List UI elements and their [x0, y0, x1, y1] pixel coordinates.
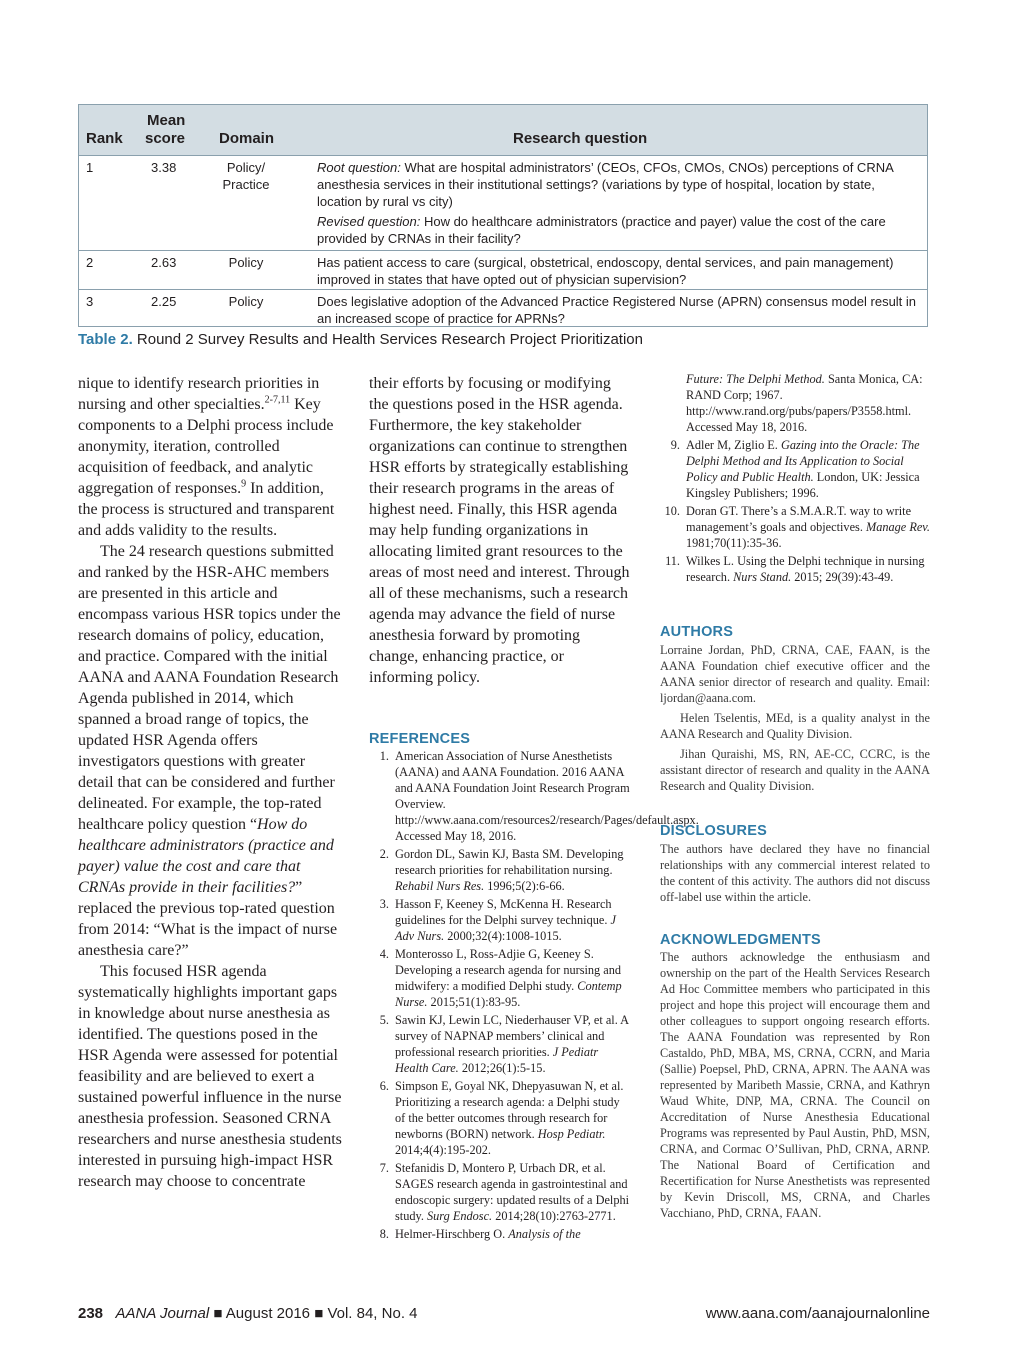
paragraph: This focused HSR agenda systematically highlights important gaps in knowledge about nurse anesthesia as identified. The questions posed in the HSR Agenda were assessed for potential feasibility and are believed to exert a sustained powerful influence in the nurse anesthesia profession. Seasoned CRNA researchers and nurse anesthesia students interested in pursuing high-impact HSR research may choose to concentrate	[78, 963, 342, 1190]
reference-list	[369, 748, 699, 1244]
body-column-2	[369, 373, 631, 688]
ref-number: 10.	[664, 504, 680, 518]
reference-item	[660, 553, 930, 585]
row-mean: 3.38	[151, 160, 177, 175]
reference-item	[369, 1078, 631, 1158]
ref-text: 2014;28(10):2763-2771.	[492, 1209, 616, 1223]
root-label: Root question:	[317, 160, 401, 175]
page-footer	[78, 1305, 930, 1322]
ref-text: 2012;26(1):5-15.	[458, 1061, 546, 1075]
citation: 9	[241, 478, 247, 490]
ref-number: 3.	[379, 897, 389, 911]
revised-text: How do healthcare administrators (practice and payer) value the cost of the care provided by CRNAs in their facility?	[317, 214, 886, 246]
row-rank: 2	[86, 255, 94, 270]
reference-item	[369, 1012, 631, 1076]
issue-date: August 2016	[225, 1305, 311, 1322]
header-domain: Domain	[219, 130, 275, 147]
reference-item	[369, 896, 631, 944]
table-header	[79, 105, 927, 156]
reference-item	[660, 503, 930, 551]
disclosures-heading: DISCLOSURES	[660, 823, 767, 839]
paragraph: their efforts by focusing or modifying the questions posed in the HSR agenda. Furthermore, the key stakeholder organizations can continue to strengthen HSR efforts by strategically establishing their research programs in the areas of highest need. Finally, this HSR agenda may help funding organizations in allocating limited grant resources to the areas of most need and interest. Through all of these mechanisms, such a research agenda may advance the field of nurse anesthesia forward by promoting change, enhancing practice, or informing policy.	[369, 375, 630, 686]
ref-number: 7.	[379, 1161, 389, 1175]
ref-journal: Analysis of the	[508, 1227, 581, 1241]
reference-item-continued	[660, 371, 930, 435]
acknowledgments-text: The authors acknowledge the enthusiasm and ownership on the part of the Health Services Research Ad Hoc Committee members who participated in this project and hope this project will encourage them and other colleagues to support ongoing research efforts. The AANA Foundation was represented by Ron Castaldo, PhD, MBA, MS, CRNA, CCRN, and Maria (Sallie) Poepsel, PhD, CRNA, APRN. The AANA was represented by Maribeth Massie, CRNA, and Kathryn Waud White, DNP, MA, CRNA. The Council on Accreditation of Nurse Anesthesia Educational Programs was represented by Paul Austin, PhD, MSN, CRNA, and Cormac O’Sullivan, PhD, CRNA, ARNP. The National Board of Certification and Recertification for Nurse Anesthetists was represented by Kevin Driscoll, MS, CRNA, and Charles Vacchiano, PhD, CRNA, FAAN.	[660, 950, 930, 1220]
ref-text: American Association of Nurse Anesthetists (AANA) and AANA Foundation. 2016 AANA and AANA Foundation Joint Research Program Overview. http://www.aana.com/resources2/research/Pages/default.aspx. Accessed May 18, 2016.	[395, 749, 699, 843]
text-run: nique to identify research priorities in nursing and other specialties.	[78, 375, 320, 413]
ref-title: Future: The Delphi Method.	[686, 372, 825, 386]
row-question: Does legislative adoption of the Advanced Practice Registered Nurse (APRN) consensus model result in an increased scope of practice for APRNs?	[317, 294, 917, 326]
text-run: The 24 research questions submitted and ranked by the HSR-AHC members are presented in this article and encompass various HSR topics under the research domains of policy, education, and practice. Compared with the initial AANA and AANA Foundation Research Agenda published in 2014, which spanned a broad range of topics, the updated HSR Agenda offers investigators questions with greater detail that can be considered and further delineated. For example, the top-rated healthcare policy question “	[78, 543, 341, 833]
reference-item	[660, 437, 930, 501]
row-mean: 2.25	[151, 294, 177, 309]
ref-text: Monterosso L, Ross-Adjie G, Keeney S. Developing a research agenda for nursing and midwifery: a modified Delphi study.	[395, 947, 622, 993]
ref-journal: Contemp Nurse.	[395, 979, 622, 1009]
quoted-question: How do healthcare administrators (practice and payer) value the cost and care that CRNAs provide in their facilities?	[78, 816, 334, 896]
ref-text: 2015;51(1):83-95.	[427, 995, 521, 1009]
body-column-1	[78, 373, 342, 1192]
ref-journal: Nurs Stand.	[733, 570, 792, 584]
ref-title: Gazing into the Oracle: The Delphi Method and Its Application to Social Policy and Public Health.	[686, 438, 920, 484]
ref-text: Helmer-Hirschberg O.	[395, 1227, 509, 1241]
ref-text: 1996;5(2):6-66.	[484, 879, 565, 893]
authors-heading: AUTHORS	[660, 624, 734, 640]
caption-text: Round 2 Survey Results and Health Services Research Project Prioritization	[132, 331, 643, 348]
ref-journal: Hosp Pediatr.	[537, 1127, 606, 1141]
separator: ■	[209, 1305, 226, 1322]
header-question: Research question	[513, 130, 648, 147]
text-run: In addition, the process is structured and transparent and adds validity to the results.	[78, 480, 335, 539]
paragraph	[78, 541, 342, 961]
reference-item	[369, 946, 631, 1010]
ref-text: Stefanidis D, Montero P, Urbach DR, et al. SAGES research agenda in gastrointestinal and endoscopic surgery: updated results of a Delphi study.	[395, 1161, 630, 1223]
header-mean-line1: Mean	[147, 112, 186, 129]
journal-name: AANA Journal	[115, 1305, 210, 1322]
ref-number: 2.	[379, 847, 389, 861]
ref-text: Hasson F, Keeney S, McKenna H. Research guidelines for the Delphi survey technique.	[395, 897, 612, 927]
ref-text: Sawin KJ, Lewin LC, Niederhauser VP, et al. A survey of NAPNAP members’ clinical and professional research priorities.	[395, 1013, 629, 1059]
header-mean-line2: score	[145, 130, 186, 147]
ref-number: 8.	[379, 1227, 389, 1241]
header-rank: Rank	[86, 130, 123, 147]
ref-journal: J Adv Nurs.	[395, 913, 616, 943]
ref-journal: Surg Endosc.	[427, 1209, 493, 1223]
reference-list-continued	[660, 371, 930, 587]
ref-text: 2015; 29(39):43-49.	[791, 570, 894, 584]
author-bio: Jihan Quraishi, MS, RN, AE-CC, CCRC, is the assistant director of research and quality in the AANA Research and Quality Division.	[660, 747, 930, 793]
disclosures-text: The authors have declared they have no financial relationships with any commercial interest related to the content of this activity. The authors did not discuss off-label use within the article.	[660, 842, 930, 904]
ref-text: Wilkes L. Using the Delphi technique in nursing research.	[686, 554, 925, 584]
table-row	[79, 290, 927, 326]
ref-number: 9.	[670, 438, 680, 452]
authors-section	[660, 642, 930, 798]
research-table	[78, 104, 928, 327]
text-run: Key components to a Delphi process include anonymity, iteration, controlled acquisition of feedback, and analytic aggregation of responses.	[78, 396, 334, 497]
ref-text: Simpson E, Goyal NK, Dhepyasuwan N, et al. Prioritizing a research agenda: a Delphi study of the better outcomes through research for newborns (BORN) network.	[395, 1079, 624, 1141]
table-row	[79, 251, 927, 290]
revised-label: Revised question:	[317, 214, 421, 229]
table-row	[79, 156, 927, 251]
row-question	[317, 159, 917, 250]
paragraph	[78, 373, 342, 541]
reference-item	[369, 846, 631, 894]
row-question: Has patient access to care (surgical, obstetrical, endoscopy, dental services, and pain management) improved in states that have opted out of physician supervision?	[317, 255, 894, 287]
author-bio: Helen Tselentis, MEd, is a quality analyst in the AANA Research and Quality Division.	[660, 711, 930, 741]
reference-item	[369, 1226, 631, 1242]
reference-item	[369, 1160, 631, 1224]
ref-journal: Rehabil Nurs Res.	[395, 879, 485, 893]
acknowledgments-heading: ACKNOWLEDGMENTS	[660, 932, 821, 948]
ref-number: 5.	[379, 1013, 389, 1027]
ref-journal: Manage Rev.	[865, 520, 930, 534]
volume: Vol. 84, No. 4	[327, 1305, 418, 1322]
ref-number: 11.	[665, 554, 680, 568]
ref-text: Gordon DL, Sawin KJ, Basta SM. Developing research priorities for rehabilitation nursing.	[395, 847, 624, 877]
row-mean: 2.63	[151, 255, 177, 270]
journal-url: www.aana.com/aanajournalonline	[705, 1305, 930, 1322]
row-domain: Policy	[228, 294, 264, 309]
root-text: What are hospital administrators’ (CEOs, CFOs, CMOs, CNOs) perceptions of CRNA anesthesia services in their institutional settings? (variations by type of hospital, location by state, location by rural vs city)	[317, 160, 894, 209]
ref-text: Santa Monica, CA: RAND Corp; 1967. http://www.rand.org/pubs/papers/P3558.html. Accessed May 18, 2016.	[686, 372, 923, 434]
author-bio: Lorraine Jordan, PhD, CRNA, CAE, FAAN, is the AANA Foundation chief executive officer and the AANA senior director of research and quality. Email: ljordan@aana.com.	[660, 643, 930, 705]
ref-number: 6.	[379, 1079, 389, 1093]
ref-number: 1.	[379, 749, 389, 763]
ref-text: 2014;4(4):195-202.	[395, 1143, 491, 1157]
row-domain: Policy	[228, 255, 264, 270]
row-rank: 1	[86, 160, 94, 175]
reference-item	[369, 748, 699, 844]
ref-text: 1981;70(11):35-36.	[686, 536, 782, 550]
separator: ■	[310, 1305, 328, 1322]
ref-text: Doran GT. There’s a S.M.A.R.T. way to write management’s goals and objectives.	[686, 504, 912, 534]
citation: 2-7,11	[264, 394, 291, 406]
ref-journal: J Pediatr Health Care.	[395, 1045, 599, 1075]
caption-label: Table 2.	[78, 331, 133, 348]
ref-text: 2000;32(4):1008-1015.	[444, 929, 562, 943]
row-domain: Policy/ Practice	[222, 160, 270, 192]
references-heading: REFERENCES	[369, 731, 471, 747]
row-rank: 3	[86, 294, 94, 309]
ref-text: Adler M, Ziglio E.	[686, 438, 781, 452]
text-run: ” replaced the previous top-rated question from 2014: “What is the impact of nurse anesthesia care?”	[78, 879, 338, 959]
ref-text: London, UK: Jessica Kingsley Publishers; 1996.	[686, 470, 920, 500]
table-caption	[78, 331, 643, 348]
ref-number: 4.	[379, 947, 389, 961]
page-number: 238	[78, 1305, 104, 1322]
